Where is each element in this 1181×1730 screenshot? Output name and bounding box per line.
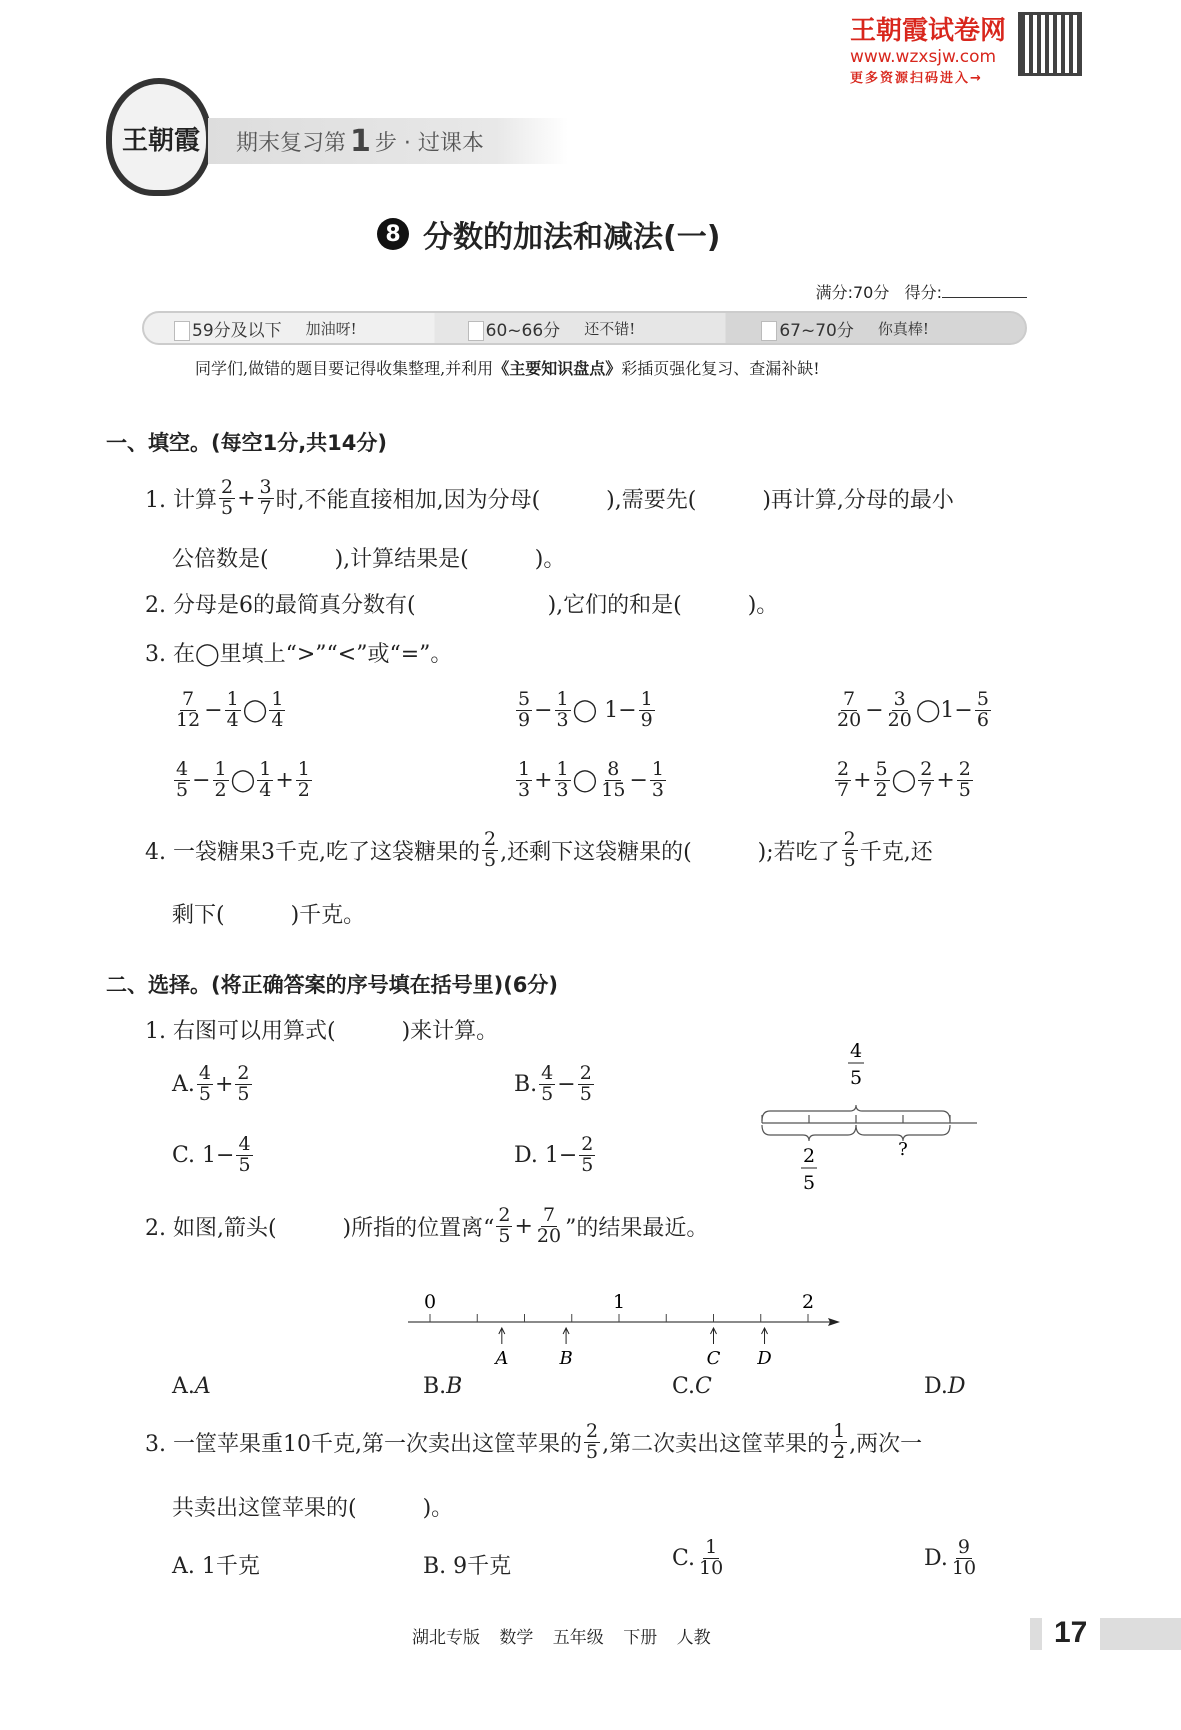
numerator: 1	[651, 758, 664, 780]
denominator: 5	[483, 848, 497, 871]
option-letter: B	[446, 1374, 463, 1399]
numerator: 1	[259, 758, 272, 780]
numerator: 1	[214, 758, 227, 780]
denominator: 4	[259, 778, 272, 801]
denominator: 5	[579, 1082, 592, 1105]
text-segment: 共卖出这筐苹果的( )。	[172, 1496, 454, 1521]
numerator: 2	[498, 1204, 511, 1226]
text-segment: A. 1千克	[172, 1554, 260, 1579]
question-4-cont	[172, 898, 365, 929]
option-letter: A	[194, 1374, 211, 1399]
denominator: 2	[297, 778, 310, 801]
compare-item	[514, 760, 668, 801]
option-b[interactable]	[423, 1374, 462, 1399]
score-label: 得分:	[904, 283, 942, 302]
text-segment: −	[629, 767, 648, 793]
text-segment: −	[204, 697, 223, 723]
whole-fraction-denominator: 5	[849, 1067, 863, 1089]
denominator: 9	[640, 708, 653, 731]
numerator: 1	[556, 688, 569, 710]
question-2	[145, 588, 778, 619]
numerator: 7	[843, 688, 856, 710]
fraction-segment-diagram	[740, 1030, 1010, 1200]
numerator: 4	[198, 1062, 211, 1084]
fraction	[835, 760, 851, 801]
level-cheer: 你真棒!	[877, 319, 929, 338]
numerator: 1	[705, 1536, 718, 1558]
denominator: 5	[541, 1082, 554, 1105]
numerator: 3	[259, 476, 272, 498]
text-segment: ”的结果最近。	[565, 1215, 709, 1241]
option-c[interactable]	[672, 1538, 727, 1579]
option-d[interactable]	[924, 1374, 966, 1399]
fraction	[584, 1422, 600, 1463]
footer-edition: 湖北专版 数学 五年级 下册 人教	[412, 1628, 711, 1648]
number-line	[390, 1280, 850, 1370]
fraction	[842, 830, 858, 871]
choice-3-cont	[172, 1491, 453, 1522]
score-level-bar	[142, 311, 1027, 345]
brand-slogan: 更多资源扫码进入→	[850, 71, 983, 86]
step-banner	[208, 118, 568, 164]
tick-label: 1	[612, 1291, 626, 1313]
whole-fraction-numerator: 4	[849, 1040, 863, 1062]
banner-pre: 期末复习第	[236, 130, 347, 156]
text-segment: ◯	[230, 767, 256, 793]
fraction	[579, 1135, 595, 1176]
text-segment: −	[865, 697, 884, 723]
numerator: 1	[640, 688, 653, 710]
pointer-label: D	[757, 1348, 772, 1369]
checkbox[interactable]	[174, 321, 190, 341]
fraction	[235, 1064, 251, 1105]
full-score: 满分:70分	[815, 283, 890, 302]
text-segment: ◯ 1−	[572, 697, 637, 723]
text-segment: A.	[172, 1071, 195, 1097]
denominator: 7	[837, 778, 850, 801]
brand-header	[850, 10, 1006, 86]
note-bold: 《主要知识盘点》	[493, 359, 622, 378]
denominator: 5	[238, 1153, 251, 1176]
text-segment: +	[214, 1071, 234, 1097]
level-2	[438, 316, 732, 341]
pointer-label: A	[495, 1348, 509, 1369]
fraction	[835, 690, 863, 731]
text-segment: D. 1−	[514, 1142, 578, 1168]
fraction	[174, 690, 202, 731]
study-note	[195, 356, 820, 379]
text-segment: +	[936, 767, 955, 793]
compare-item	[514, 690, 657, 731]
text-segment: C.	[672, 1545, 696, 1571]
level-range: 59分及以下	[192, 320, 282, 341]
denominator: 3	[556, 778, 569, 801]
fraction	[957, 760, 973, 801]
numerator: 1	[226, 688, 239, 710]
fraction	[496, 1206, 512, 1247]
numerator: 5	[976, 688, 989, 710]
text-segment: 4. 一袋糖果3千克,吃了这袋糖果的	[145, 839, 480, 865]
page-title	[377, 212, 720, 256]
fraction	[831, 1422, 847, 1463]
denominator: 5	[585, 1440, 599, 1463]
question-1	[145, 478, 954, 519]
numerator: 4	[176, 758, 189, 780]
denominator: 20	[837, 708, 862, 731]
unknown-label: ?	[898, 1139, 908, 1160]
logo-badge	[106, 78, 212, 196]
fraction	[482, 830, 498, 871]
denominator: 20	[887, 708, 912, 731]
text-segment: C. 1−	[172, 1142, 235, 1168]
denominator: 3	[556, 708, 569, 731]
option-letter: C	[695, 1374, 712, 1399]
compare-item	[833, 760, 975, 801]
text-segment: ,两次一	[849, 1431, 923, 1457]
option-a[interactable]	[172, 1549, 260, 1580]
text-segment: D.	[924, 1545, 948, 1571]
text-segment: +	[534, 767, 553, 793]
text-segment: ◯	[242, 697, 268, 723]
fraction	[516, 760, 532, 801]
pointer-label: B	[559, 1348, 573, 1369]
numerator: 2	[581, 1133, 594, 1155]
fraction	[225, 690, 241, 731]
part-fraction-numerator: 2	[802, 1145, 816, 1167]
denominator: 5	[237, 1082, 250, 1105]
fraction	[539, 1064, 555, 1105]
question-3	[145, 637, 452, 668]
denominator: 9	[518, 708, 531, 731]
numerator: 1	[271, 688, 284, 710]
page-number-box	[1020, 1618, 1181, 1650]
text-segment: 千克,还	[859, 839, 933, 865]
option-letter: D	[947, 1374, 966, 1399]
denominator: 12	[176, 708, 201, 731]
compare-item	[172, 690, 287, 731]
denominator: 2	[875, 778, 888, 801]
text-segment: 1. 计算	[145, 487, 217, 513]
option-c[interactable]	[672, 1374, 712, 1399]
numerator: 7	[542, 1204, 556, 1226]
numerator: 1	[833, 1420, 846, 1442]
level-range: 60~66分	[485, 320, 561, 341]
fraction	[555, 690, 571, 731]
fraction	[258, 478, 274, 519]
numerator: 2	[920, 758, 933, 780]
page-number: 17	[1054, 1616, 1088, 1649]
denominator: 10	[699, 1556, 724, 1579]
numerator: 2	[483, 828, 497, 850]
text-segment: ,还剩下这袋糖果的( );若吃了	[500, 839, 840, 865]
denominator: 5	[581, 1153, 594, 1176]
checkbox[interactable]	[761, 321, 777, 341]
option-d[interactable]	[514, 1135, 597, 1176]
denominator: 6	[976, 708, 989, 731]
choice-2	[145, 1206, 708, 1247]
qr-code-icon	[1018, 12, 1082, 76]
denominator: 2	[833, 1440, 846, 1463]
text-segment: 公倍数是( ),计算结果是( )。	[172, 547, 566, 572]
question-4	[145, 830, 933, 871]
denominator: 3	[651, 778, 664, 801]
text-segment: +	[514, 1213, 533, 1239]
pointer-label: C	[706, 1348, 721, 1369]
denominator: 4	[226, 708, 239, 731]
fraction	[516, 690, 532, 731]
text-segment: +	[237, 485, 256, 511]
text-segment: 2. 分母是6的最简真分数有( ),它们的和是( )。	[145, 593, 779, 618]
fraction	[918, 760, 934, 801]
fraction	[296, 760, 312, 801]
fraction	[950, 1538, 978, 1579]
choice-3	[145, 1422, 922, 1463]
numerator: 1	[518, 758, 531, 780]
text-segment: +	[853, 767, 872, 793]
denominator: 5	[176, 778, 189, 801]
level-cheer: 还不错!	[584, 319, 636, 338]
fraction	[886, 690, 914, 731]
fraction	[650, 760, 666, 801]
brand-url[interactable]: www.wzxsjw.com	[850, 47, 997, 67]
numerator: 9	[957, 1536, 970, 1558]
option-b[interactable]	[514, 1064, 596, 1105]
numerator: 2	[837, 758, 850, 780]
text-segment: ◯1−	[915, 697, 973, 723]
numerator: 2	[237, 1062, 250, 1084]
text-segment: C.	[672, 1374, 696, 1399]
denominator: 3	[518, 778, 531, 801]
fraction	[174, 760, 190, 801]
numerator: 1	[297, 758, 310, 780]
note-post: 彩插页强化复习、查漏补缺!	[621, 359, 820, 378]
unit-number: 8	[377, 218, 409, 250]
fraction	[236, 1135, 252, 1176]
text-segment: B.	[423, 1374, 447, 1399]
score-line	[816, 280, 1027, 303]
numerator: 5	[518, 688, 531, 710]
numerator: 3	[893, 688, 906, 710]
denominator: 2	[214, 778, 227, 801]
logo-text: 王朝霞	[122, 126, 201, 156]
numerator: 2	[579, 1062, 592, 1084]
fraction	[975, 690, 991, 731]
brand-name: 王朝霞试卷网	[850, 16, 1007, 46]
choice-1	[145, 1014, 498, 1045]
text-segment: 2. 如图,箭头( )所指的位置离“	[145, 1215, 495, 1241]
denominator: 5	[220, 496, 234, 519]
denominator: 20	[536, 1224, 562, 1247]
text-segment: 3. 在◯里填上“>”“<”或“=”。	[145, 642, 453, 667]
numerator: 4	[238, 1133, 251, 1155]
checkbox[interactable]	[468, 321, 484, 341]
fraction	[599, 760, 627, 801]
denominator: 5	[498, 1224, 511, 1247]
level-cheer: 加油呀!	[305, 319, 357, 338]
text-segment: −	[557, 1071, 576, 1097]
numerator: 8	[607, 758, 620, 780]
compare-item	[172, 760, 314, 801]
text-segment: B.	[514, 1071, 538, 1097]
numerator: 2	[220, 476, 234, 498]
question-1-cont	[172, 542, 565, 573]
fraction	[639, 690, 655, 731]
text-segment: A.	[172, 1374, 195, 1399]
denominator: 10	[951, 1556, 977, 1579]
numerator: 4	[541, 1062, 554, 1084]
fraction	[535, 1206, 563, 1247]
title-text: 分数的加法和减法(一)	[423, 220, 721, 255]
tick-label: 2	[801, 1291, 815, 1313]
text-segment: D.	[924, 1374, 948, 1399]
denominator: 5	[958, 778, 971, 801]
numerator: 5	[875, 758, 888, 780]
numerator: 2	[585, 1420, 599, 1442]
option-c[interactable]	[172, 1135, 255, 1176]
text-segment: +	[275, 767, 294, 793]
denominator: 4	[271, 708, 284, 731]
level-range: 67~70分	[779, 320, 854, 341]
numerator: 2	[958, 758, 971, 780]
text-segment: 1. 右图可以用算式( )来计算。	[145, 1019, 499, 1044]
option-d[interactable]	[924, 1538, 980, 1579]
fraction	[269, 690, 285, 731]
fraction	[697, 1538, 725, 1579]
level-3	[731, 316, 1025, 341]
text-segment: ◯	[891, 767, 917, 793]
level-1	[144, 316, 438, 341]
banner-post: 步 · 过课本	[374, 130, 484, 156]
compare-item	[833, 690, 993, 731]
fraction	[213, 760, 229, 801]
banner-num: 1	[350, 123, 371, 159]
fraction	[219, 478, 235, 519]
text-segment: 3. 一筐苹果重10千克,第一次卖出这筐苹果的	[145, 1431, 582, 1457]
fraction	[578, 1064, 594, 1105]
option-b[interactable]	[423, 1549, 511, 1580]
note-pre: 同学们,做错的题目要记得收集整理,并利用	[195, 359, 494, 378]
text-segment: −	[192, 767, 211, 793]
section-heading-fill: 一、填空。(每空1分,共14分)	[106, 431, 388, 455]
denominator: 7	[259, 496, 272, 519]
text-segment: B. 9千克	[423, 1554, 512, 1579]
text-segment: ◯	[572, 767, 598, 793]
numerator: 2	[843, 828, 856, 850]
fraction	[257, 760, 273, 801]
denominator: 7	[920, 778, 933, 801]
score-blank[interactable]	[942, 297, 1027, 298]
section-heading-choice: 二、选择。(将正确答案的序号填在括号里)(6分)	[106, 973, 559, 997]
text-segment: −	[534, 697, 553, 723]
denominator: 5	[198, 1082, 211, 1105]
numerator: 7	[182, 688, 195, 710]
fraction	[555, 760, 571, 801]
option-a[interactable]	[172, 1064, 254, 1105]
text-segment: 时,不能直接相加,因为分母( ),需要先( )再计算,分母的最小	[275, 487, 954, 513]
numerator: 1	[556, 758, 569, 780]
part-brace	[762, 1125, 856, 1141]
text-segment: 剩下( )千克。	[172, 903, 366, 928]
fraction	[197, 1064, 213, 1105]
denominator: 5	[843, 848, 856, 871]
tick-label: 0	[423, 1291, 437, 1313]
part-fraction-denominator: 5	[802, 1172, 816, 1194]
option-a[interactable]	[172, 1374, 211, 1399]
denominator: 15	[601, 778, 626, 801]
fraction	[874, 760, 890, 801]
text-segment: ,第二次卖出这筐苹果的	[602, 1431, 830, 1457]
